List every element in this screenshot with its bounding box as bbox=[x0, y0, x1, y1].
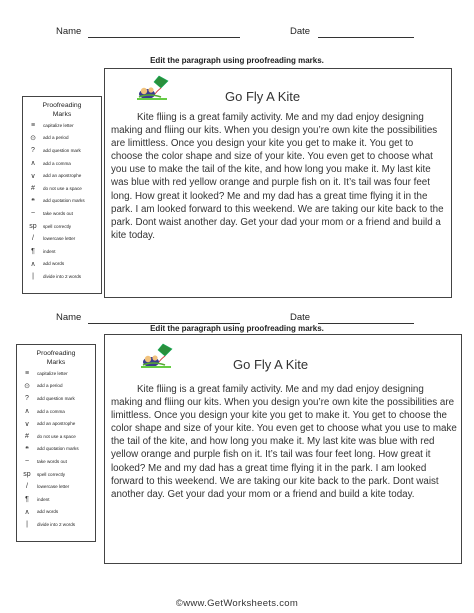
mark-label: divide into 2 words bbox=[43, 273, 82, 279]
apostrophe-icon: ∨ bbox=[24, 420, 30, 428]
story-title: Go Fly A Kite bbox=[233, 357, 309, 372]
mark-label: add an apostrophe bbox=[37, 421, 76, 427]
mark-row bbox=[17, 405, 95, 418]
mark-row bbox=[17, 468, 95, 481]
footer-copyright: ©www.GetWorksheets.com bbox=[175, 598, 299, 609]
mark-row bbox=[23, 132, 101, 145]
add-words-icon: ∧ bbox=[30, 260, 36, 268]
mark-row bbox=[23, 144, 101, 157]
spell-icon: sp bbox=[29, 222, 37, 230]
mark-row bbox=[23, 182, 101, 195]
mark-row bbox=[23, 270, 101, 283]
lowercase-icon: / bbox=[32, 235, 34, 243]
name-field[interactable] bbox=[88, 37, 240, 38]
indent-icon: ¶ bbox=[31, 247, 35, 255]
mark-row bbox=[17, 380, 95, 393]
mark-row bbox=[23, 232, 101, 245]
mark-row bbox=[17, 480, 95, 493]
mark-row bbox=[17, 443, 95, 456]
mark-row bbox=[23, 258, 101, 271]
mark-label: add a period bbox=[37, 383, 63, 389]
lowercase-icon: / bbox=[26, 483, 28, 491]
mark-row bbox=[17, 367, 95, 380]
story-paragraph: Kite fliing is a great family activity. Me and my dad enjoy designing making and fliing our kits. When you design you’re own kite the possibilities are limittless. Once you design your kite you get to make it. You get to choose the color shape and size of your kite. You even get to choose what you use to make the tail of the kite, and how long you make it. My last kite was blue with red yellow orange and purple fish on it. It’s tail was four feet long. How great it looked? Me and my dad has a great time flying it in the park. I am looked forward to this weekend. We are taking our kite back to the park. Dont waist another day. Get your dad your mom or a friend and build a kite today. bbox=[111, 384, 457, 500]
mark-row bbox=[23, 220, 101, 233]
take-out-icon: ~ bbox=[24, 457, 30, 465]
space-icon: # bbox=[25, 432, 29, 440]
mark-label: add question mark bbox=[37, 395, 75, 401]
marks-title-line2: Marks bbox=[52, 111, 72, 118]
paragraph-box bbox=[104, 68, 452, 298]
quotation-icon: ❝ bbox=[25, 445, 29, 453]
mark-label: add a comma bbox=[37, 408, 65, 414]
mark-row bbox=[17, 417, 95, 430]
marks-title bbox=[23, 101, 101, 119]
mark-label: add question mark bbox=[43, 147, 81, 153]
marks-list bbox=[23, 119, 101, 283]
mark-row bbox=[17, 518, 95, 531]
mark-label: do not use a space bbox=[37, 433, 76, 439]
kite-illustration bbox=[135, 75, 177, 101]
mark-label: capitalize letter bbox=[37, 370, 68, 376]
story-title: Go Fly A Kite bbox=[225, 89, 301, 104]
mark-label: take words out bbox=[43, 210, 73, 216]
mark-label: add words bbox=[37, 509, 59, 515]
add-words-icon: ∧ bbox=[24, 508, 30, 516]
indent-icon: ¶ bbox=[25, 495, 29, 503]
name-label: Name bbox=[56, 26, 82, 37]
instruction: Edit the paragraph using proofreading marks. bbox=[150, 56, 324, 65]
mark-row bbox=[23, 119, 101, 132]
name-label: Name bbox=[56, 312, 82, 323]
period-icon: ⊙ bbox=[24, 382, 30, 390]
marks-list bbox=[17, 367, 95, 531]
divide-icon: | bbox=[32, 272, 34, 280]
mark-label: indent bbox=[37, 496, 50, 502]
mark-label: add an apostrophe bbox=[43, 173, 82, 179]
mark-row bbox=[23, 207, 101, 220]
paragraph-box bbox=[104, 334, 462, 564]
mark-row bbox=[17, 493, 95, 506]
comma-icon: ∧ bbox=[30, 160, 36, 168]
date-field[interactable] bbox=[318, 37, 414, 38]
proofreading-marks-box bbox=[16, 344, 96, 542]
spell-icon: sp bbox=[23, 470, 31, 478]
capitalize-icon: ≡ bbox=[30, 121, 36, 129]
mark-label: lowercase letter bbox=[43, 236, 76, 242]
header-row bbox=[0, 22, 474, 40]
date-label: Date bbox=[290, 312, 311, 323]
capitalize-icon: ≡ bbox=[24, 369, 30, 377]
mark-label: add quotation marks bbox=[37, 446, 79, 452]
mark-row bbox=[23, 169, 101, 182]
mark-row bbox=[17, 430, 95, 443]
story-paragraph: Kite fliing is a great family activity. Me and my dad enjoy designing making and fliing our kits. When you design you’re own kite the possibilities are limittless. Once you design your kite you get to make it. You get to choose the color shape and size of your kite. You even get to choose what you use to make the tail of the kite, and how long you make it. My last kite was blue with red yellow orange and purple fish on it. It’s tail was four feet long. How great it looked? Me and my dad has a great time flying it in the park. I am looked forward to this weekend. We are taking our kite back to the park. Dont waist another day. Get your dad your mom or a friend and build a kite today. bbox=[111, 112, 444, 241]
mark-label: add words bbox=[43, 261, 65, 267]
mark-label: divide into 2 words bbox=[37, 521, 76, 527]
comma-icon: ∧ bbox=[24, 408, 30, 416]
mark-row bbox=[17, 455, 95, 468]
period-icon: ⊙ bbox=[30, 134, 36, 142]
mark-label: take words out bbox=[37, 458, 67, 464]
marks-title-line1: Proofreading bbox=[36, 350, 76, 357]
mark-label: add quotation marks bbox=[43, 198, 85, 204]
space-icon: # bbox=[31, 184, 35, 192]
apostrophe-icon: ∨ bbox=[30, 172, 36, 180]
mark-label: add a comma bbox=[43, 160, 71, 166]
proofreading-marks-box bbox=[22, 96, 102, 294]
mark-row bbox=[23, 195, 101, 208]
divide-icon: | bbox=[26, 520, 28, 528]
mark-label: capitalize letter bbox=[43, 122, 74, 128]
mark-label: lowercase letter bbox=[37, 484, 70, 490]
date-label: Date bbox=[290, 26, 311, 37]
marks-title bbox=[17, 349, 95, 367]
mark-row bbox=[17, 506, 95, 519]
kite-illustration bbox=[139, 343, 181, 369]
mark-row bbox=[23, 157, 101, 170]
mark-label: add a period bbox=[43, 135, 69, 141]
quotation-icon: ❝ bbox=[31, 197, 35, 205]
marks-title-line1: Proofreading bbox=[42, 102, 82, 109]
instruction: Edit the paragraph using proofreading marks. bbox=[150, 324, 324, 333]
mark-row bbox=[17, 392, 95, 405]
mark-label: spell correctly bbox=[43, 223, 72, 229]
mark-label: do not use a space bbox=[43, 185, 82, 191]
question-mark-icon: ? bbox=[25, 394, 29, 402]
mark-row bbox=[23, 245, 101, 258]
mark-label: indent bbox=[43, 248, 56, 254]
take-out-icon: ~ bbox=[30, 209, 36, 217]
mark-label: spell correctly bbox=[37, 471, 66, 477]
question-mark-icon: ? bbox=[31, 146, 35, 154]
marks-title-line2: Marks bbox=[46, 359, 66, 366]
